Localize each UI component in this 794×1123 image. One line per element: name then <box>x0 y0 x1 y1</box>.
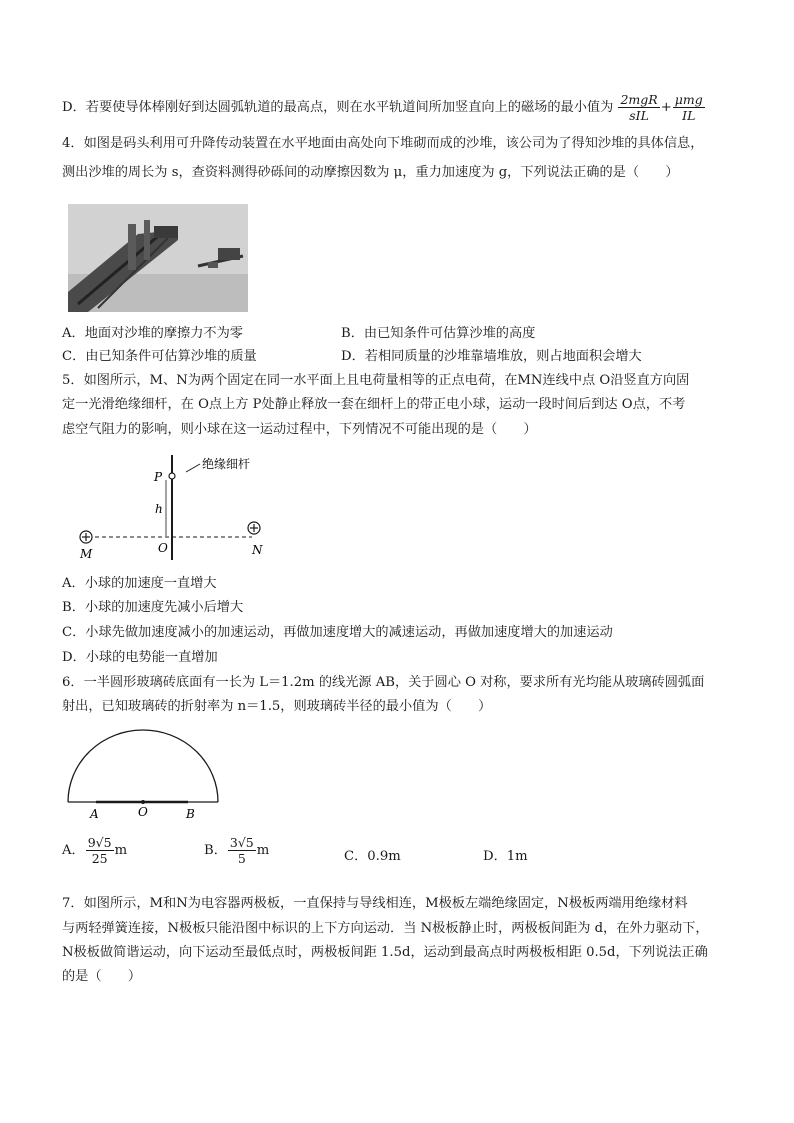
q5-option-b: B．小球的加速度先减小后增大 <box>62 600 244 615</box>
q7-stem-line-4: 的是（ ） <box>62 969 142 984</box>
q4-option-a: A．地面对沙堆的摩擦力不为零 <box>62 326 243 341</box>
q5-stem-line-2: 定一光滑绝缘细杆，在 O点上方 P处静止释放一套在细杆上的带正电小球，运动一段时间后到达 O点，不考 <box>62 397 686 412</box>
q3-option-d: D．若要使导体棒刚好到达圆弧轨道的最高点，则在水平轨道间所加竖直向上的磁场的最小值为 $\frac{\text{2mgR}}{\text{sIL}}$ + $\frac{\text{μmg}}{IL}$ <box>62 92 703 123</box>
q5-option-c: C．小球先做加速度减小的加速运动，再做加速度增大的减速运动，再做加速度增大的加速运动 <box>62 625 613 640</box>
point-m-label: M <box>80 547 93 561</box>
semicircle-arc <box>68 730 218 802</box>
q4-option-c: C．由已知条件可估算沙堆的质量 <box>62 349 257 364</box>
q4-stem-line-1: 4．如图是码头利用可升降传动装置在水平地面由高处向下堆砌而成的沙堆，该公司为了得知沙堆的具体信息， <box>62 136 704 151</box>
point-b-label: B <box>186 807 195 821</box>
q5-option-d: D．小球的电势能一直增加 <box>62 650 218 665</box>
q4-option-d: D．若相同质量的沙堆靠墙堆放，则占地面积会增大 <box>341 349 642 364</box>
q4-stem-line-2: 测出沙堆的周长为 s，查资料测得砂砾间的动摩擦因数为 μ，重力加速度为 g，下列说法正确的是（ ） <box>62 165 679 180</box>
figure-semicircle-glass <box>62 724 232 824</box>
rod-label-leader <box>186 464 200 472</box>
q5-option-a: A．小球的加速度一直增大 <box>62 576 217 591</box>
sand-pile-photo <box>68 204 248 312</box>
q6-option-d: D．1m <box>483 849 528 864</box>
q6-stem-line-2: 射出，已知玻璃砖的折射率为 n＝1.5，则玻璃砖半径的最小值为（ ） <box>62 699 492 714</box>
ball <box>169 473 175 479</box>
q4-option-b: B．由已知条件可估算沙堆的高度 <box>341 326 536 341</box>
figure-charges-rod <box>66 450 276 570</box>
point-o-label: O <box>158 541 168 555</box>
q7-stem-line-1: 7．如图所示，M和N为电容器两极板，一直保持与导线相连，M极板左端绝缘固定，N极板两端用绝缘材料 <box>62 896 688 911</box>
rod-label: 绝缘细杆 <box>202 457 251 471</box>
point-a-label: A <box>90 807 99 821</box>
q6-option-c: C．0.9m <box>344 849 401 864</box>
q5-stem-line-3: 虑空气阻力的影响，则小球在这一运动过程中，下列情况不可能出现的是（ ） <box>62 422 537 437</box>
q6-stem-line-1: 6．一半圆形玻璃砖底面有一长为 L＝1.2m 的线光源 AB，关于圆心 O 对称，要求所有光均能从玻璃砖圆弧面 <box>62 675 705 690</box>
point-n-label: N <box>252 543 263 557</box>
point-p-label: P <box>154 470 163 484</box>
q6-option-b: B． $\frac{3√5}{5}$ m <box>204 835 270 866</box>
q6-option-b-fraction: $\frac{3√5}{5}$ <box>229 835 254 866</box>
center-o-dot <box>141 800 145 804</box>
fraction-2: $\frac{\text{μmg}}{IL}$ <box>674 92 703 123</box>
point-o-label: O <box>138 805 148 819</box>
q5-stem-line-1: 5．如图所示，M、N为两个固定在同一水平面上且电荷量相等的正点电荷，在MN连线中点 O沿竖直方向固 <box>62 373 690 388</box>
fraction-1: $\frac{\text{2mgR}}{\text{sIL}}$ <box>620 92 658 123</box>
q7-stem-line-3: N极板做简谐运动，向下运动至最低点时，两极板间距 1.5d，运动到最高点时两极板相距 0.5d，下列说法正确 <box>62 945 708 960</box>
q3-option-d-text: D．若要使导体棒刚好到达圆弧轨道的最高点，则在水平轨道间所加竖直向上的磁场的最小值为 <box>62 100 614 115</box>
q7-stem-line-2: 与两轻弹簧连接，N极板只能沿图中标识的上下方向运动．当 N极板静止时，两极板间距为 d，在外力驱动下， <box>62 921 709 936</box>
q6-option-a: A． $\frac{9√5}{25}$ m <box>62 835 128 866</box>
height-h-label: h <box>155 502 163 516</box>
q6-option-a-fraction: $\frac{9√5}{25}$ <box>87 835 112 866</box>
